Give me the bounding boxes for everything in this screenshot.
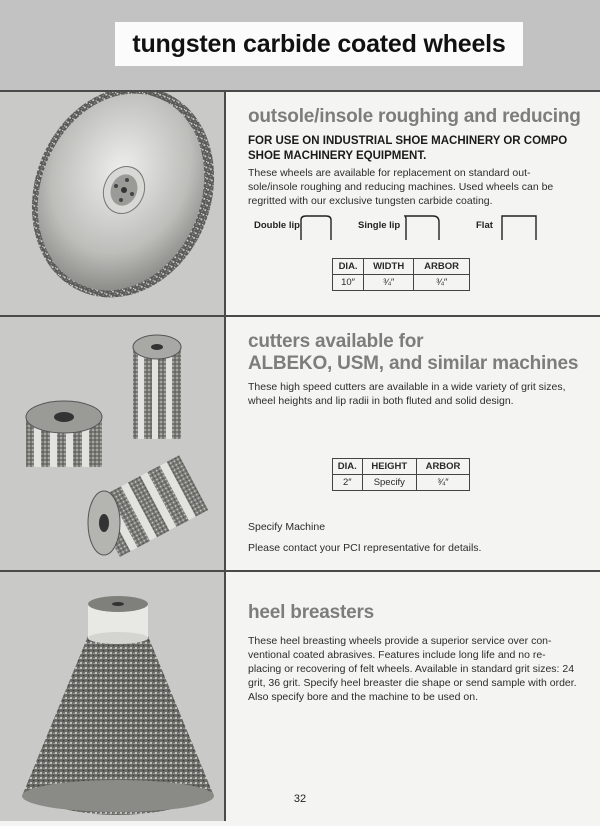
table-header-row <box>333 259 470 275</box>
double-lip-icon <box>298 214 334 244</box>
heel-breaster-photo-panel <box>0 572 226 821</box>
table-header-row <box>333 459 470 475</box>
spec-table-roughing <box>332 258 470 291</box>
cutters-image <box>0 317 224 570</box>
table-header: ARBOR <box>414 259 470 275</box>
section-title-roughing: outsole/insole roughing and reducing <box>248 106 581 127</box>
section-title-cutters-line2: ALBEKO, USM, and similar machines <box>248 353 579 374</box>
section-body-heel-breasters: These heel breasting wheels provide a superior service over con-ventional coated abrasives. Features include long life and no re-placing or recovering of felt wheels. Available in standard grit sizes: 24 grit, 36 grit. Specify heel breaster die shape or send sample with order. Also specify bore and the machine to be used on. <box>248 635 577 703</box>
page-title: tungsten carbide coated wheels <box>115 22 523 66</box>
cutters-photo-panel <box>0 317 226 570</box>
table-row <box>333 475 470 491</box>
table-cell: Specify <box>362 475 416 491</box>
lip-type-diagram <box>248 212 548 246</box>
page-number: 32 <box>293 793 307 805</box>
section-body-roughing: These wheels are available for replacement on standard out-sole/insole roughing and reducing machines. Used wheels can be regritted with our exclusive tungsten carbide coating. <box>248 167 554 207</box>
section-title-cutters-line1: cutters available for <box>248 331 424 352</box>
section-subhead-machinery: FOR USE ON INDUSTRIAL SHOE MACHINERY OR COMPO SHOE MACHINERY EQUIPMENT. <box>248 135 568 162</box>
table-row <box>333 275 470 291</box>
section-title-heel-breasters: heel breasters <box>248 602 375 623</box>
spec-table-cutters <box>332 458 470 491</box>
note-contact-representative: Please contact your PCI representative for details. <box>248 542 482 554</box>
table-cell: 2″ <box>333 475 363 491</box>
table-cell: ¾″ <box>364 275 414 291</box>
table-header: DIA. <box>333 259 364 275</box>
heel-breaster-image <box>0 572 224 821</box>
table-header: ARBOR <box>417 459 470 475</box>
grinding-wheel-image <box>0 92 224 315</box>
lip-label-flat: Flat <box>476 220 493 231</box>
table-header: HEIGHT <box>362 459 416 475</box>
table-cell: 10″ <box>333 275 364 291</box>
lip-label-single: Single lip <box>358 220 401 231</box>
single-lip-icon <box>403 214 443 244</box>
section-body-cutters: These high speed cutters are available in a wide variety of grit sizes, wheel heights and lip radii in both fluted and solid design. <box>248 381 566 407</box>
header-band <box>0 0 600 90</box>
table-cell: ¾″ <box>414 275 470 291</box>
table-header: WIDTH <box>364 259 414 275</box>
lip-label-double: Double lip <box>254 220 300 231</box>
table-header: DIA. <box>333 459 363 475</box>
flat-lip-icon <box>500 214 540 244</box>
table-cell: ¾″ <box>417 475 470 491</box>
wheel-photo-panel <box>0 92 226 315</box>
note-specify-machine: Specify Machine <box>248 521 326 533</box>
